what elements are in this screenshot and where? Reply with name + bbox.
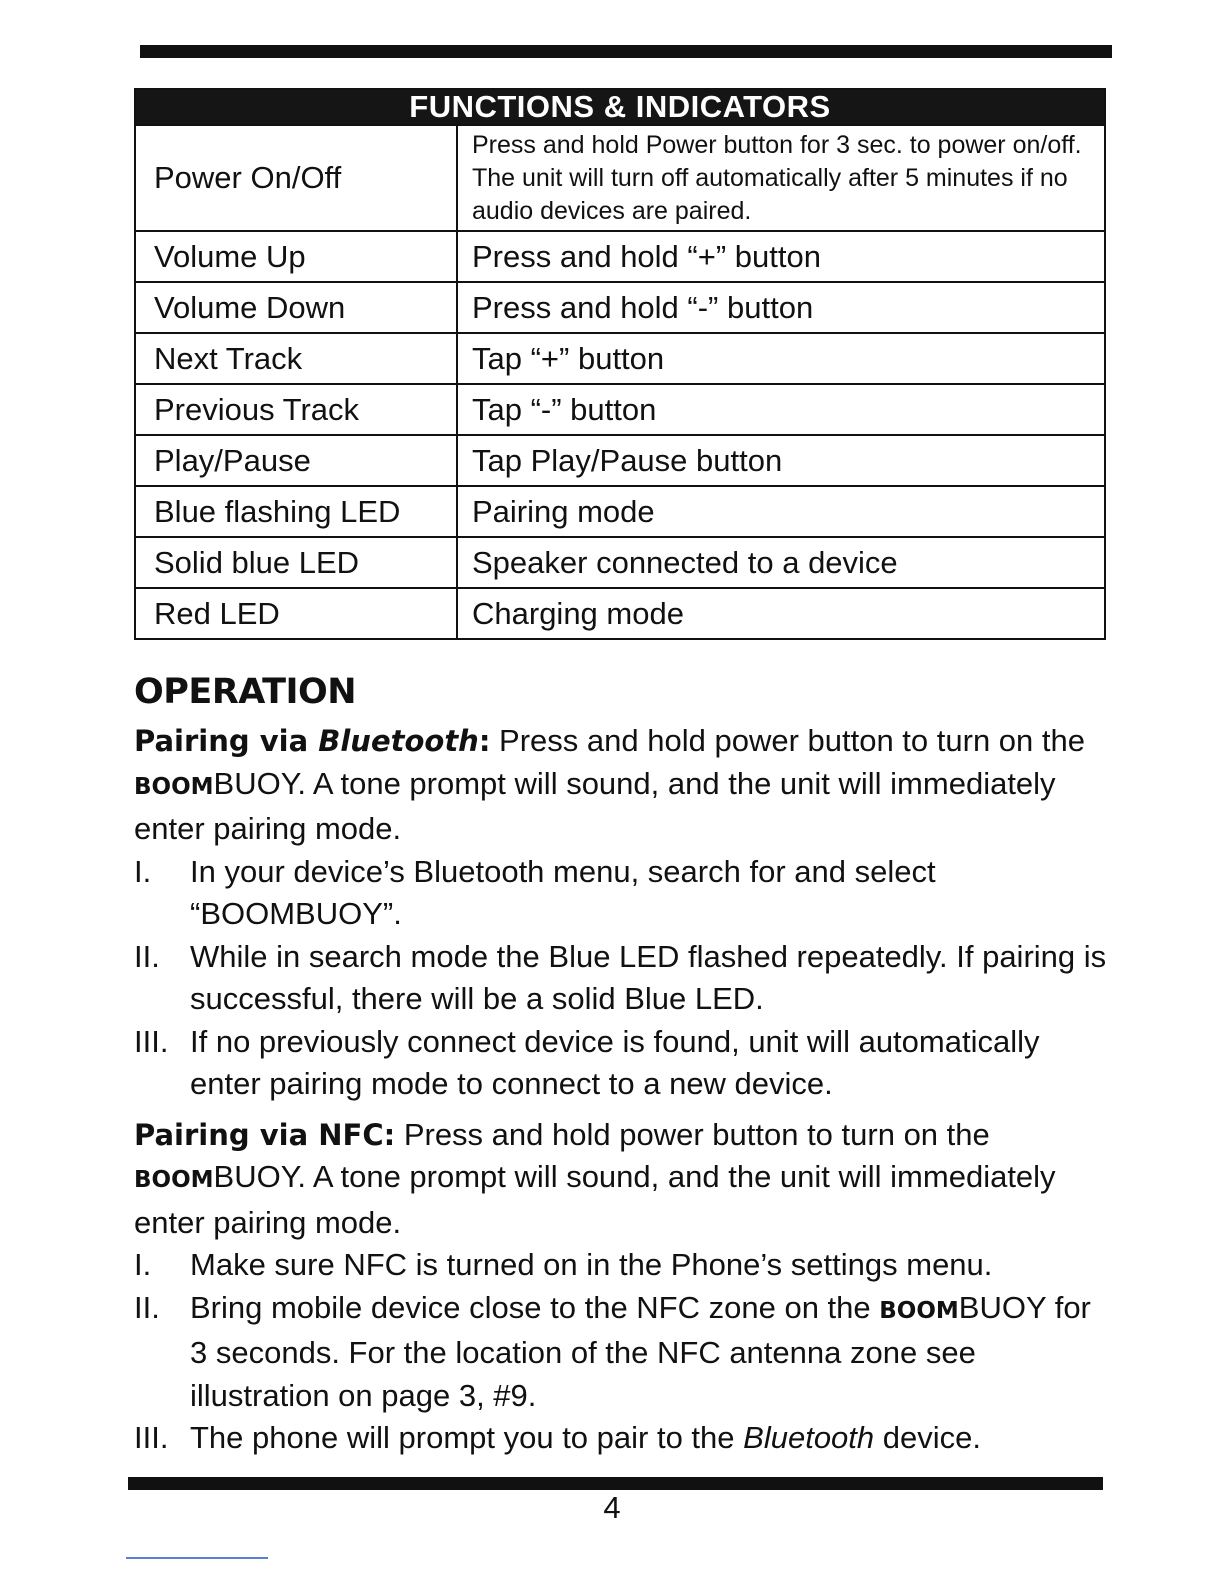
function-cell: Play/Pause	[135, 435, 457, 486]
description-cell: Tap “+” button	[457, 333, 1105, 384]
list-item	[134, 1287, 1109, 1418]
bluetooth-lead-italic: Bluetooth	[318, 724, 479, 758]
bluetooth-pairing-intro	[134, 720, 1109, 851]
description-cell: Speaker connected to a device	[457, 537, 1105, 588]
nfc-pairing-intro	[134, 1114, 1109, 1245]
bluetooth-lead-suffix: :	[478, 724, 491, 758]
list-item	[134, 1021, 1109, 1106]
bottom-rule	[128, 1477, 1103, 1490]
step-number: II.	[134, 938, 160, 974]
list-item	[134, 1417, 1109, 1460]
list-item	[134, 851, 1109, 936]
description-cell: Tap “-” button	[457, 384, 1105, 435]
scan-artifact-line	[126, 1557, 268, 1559]
functions-indicators-table	[134, 88, 1106, 640]
table-row	[135, 333, 1105, 384]
nfc-lead: Pairing via NFC:	[134, 1117, 396, 1152]
operation-heading: OPERATION	[134, 672, 357, 712]
step-text-italic: Bluetooth	[743, 1420, 875, 1455]
table-row	[135, 282, 1105, 333]
description-cell: Press and hold “-” button	[457, 282, 1105, 333]
top-rule	[140, 45, 1112, 58]
bluetooth-steps	[134, 851, 1109, 1106]
page-number: 4	[603, 1490, 621, 1525]
step-text: In your device’s Bluetooth menu, search for and select “BOOMBUOY”.	[190, 853, 936, 931]
bluetooth-lead-prefix: Pairing via	[134, 724, 319, 758]
nfc-steps	[134, 1244, 1109, 1460]
brand-boom: BOOM	[134, 773, 214, 800]
step-number: III.	[134, 1420, 169, 1455]
brand-boom: BOOM	[134, 1167, 214, 1193]
step-text	[190, 1287, 1109, 1418]
table-row	[135, 537, 1105, 588]
function-cell: Volume Up	[135, 231, 457, 282]
step-text: Make sure NFC is turned on in the Phone’s settings menu.	[190, 1247, 993, 1282]
brand-boom: BOOM	[879, 1297, 959, 1324]
brand-buoy: BUOY	[213, 1159, 298, 1194]
brand-buoy: BUOY	[213, 765, 298, 801]
function-cell: Previous Track	[135, 384, 457, 435]
table-row	[135, 125, 1105, 231]
step-text: While in search mode the Blue LED flashed repeatedly. If pairing is successful, there will be a solid Blue LED.	[190, 938, 1107, 1016]
nfc-intro-text-1: Press and hold power button to turn on the	[395, 1116, 990, 1152]
table-header: FUNCTIONS & INDICATORS	[134, 88, 1106, 124]
step-text-part: The phone will prompt you to pair to the	[190, 1420, 744, 1455]
nfc-intro-text-2: . A tone prompt will sound, and the unit will immediately enter pairing mode.	[134, 1159, 1056, 1240]
table-row	[135, 231, 1105, 282]
bluetooth-lead	[134, 724, 490, 758]
function-cell: Solid blue LED	[135, 537, 457, 588]
table-row	[135, 486, 1105, 537]
description-cell: Charging mode	[457, 588, 1105, 639]
bluetooth-intro-text-1: Press and hold power button to turn on the	[490, 723, 1085, 758]
description-cell: Press and hold Power button for 3 sec. to power on/off. The unit will turn off automatically after 5 minutes if no audio devices are paired.	[457, 125, 1105, 231]
step-text: If no previously connect device is found, unit will automatically enter pairing mode to connect to a new device.	[190, 1023, 1040, 1101]
table-row	[135, 588, 1105, 639]
spacer	[134, 1106, 1109, 1114]
list-item	[134, 1244, 1109, 1287]
step-text-part: for 3 seconds. For the location of the NFC antenna zone see illustration on page 3, #9.	[190, 1289, 1091, 1413]
step-text	[190, 1417, 1109, 1460]
table-row	[135, 435, 1105, 486]
bluetooth-intro-text-2: . A tone prompt will sound, and the unit will immediately enter pairing mode.	[134, 765, 1056, 846]
function-cell: Next Track	[135, 333, 457, 384]
table-row	[135, 384, 1105, 435]
step-number: II.	[134, 1289, 160, 1325]
brand-buoy: BUOY	[958, 1289, 1047, 1325]
step-number: I.	[134, 1247, 152, 1282]
step-number: I.	[134, 853, 152, 889]
function-cell: Volume Down	[135, 282, 457, 333]
list-item	[134, 936, 1109, 1021]
description-cell: Pairing mode	[457, 486, 1105, 537]
function-cell: Red LED	[135, 588, 457, 639]
description-cell: Press and hold “+” button	[457, 231, 1105, 282]
function-cell: Blue flashing LED	[135, 486, 457, 537]
function-cell: Power On/Off	[135, 125, 457, 231]
step-text-part: Bring mobile device close to the NFC zone on the	[190, 1289, 880, 1325]
description-cell: Tap Play/Pause button	[457, 435, 1105, 486]
step-text-part: device.	[874, 1420, 981, 1455]
step-number: III.	[134, 1023, 169, 1059]
functions-table-body	[134, 124, 1106, 640]
operation-section	[134, 668, 1109, 1460]
